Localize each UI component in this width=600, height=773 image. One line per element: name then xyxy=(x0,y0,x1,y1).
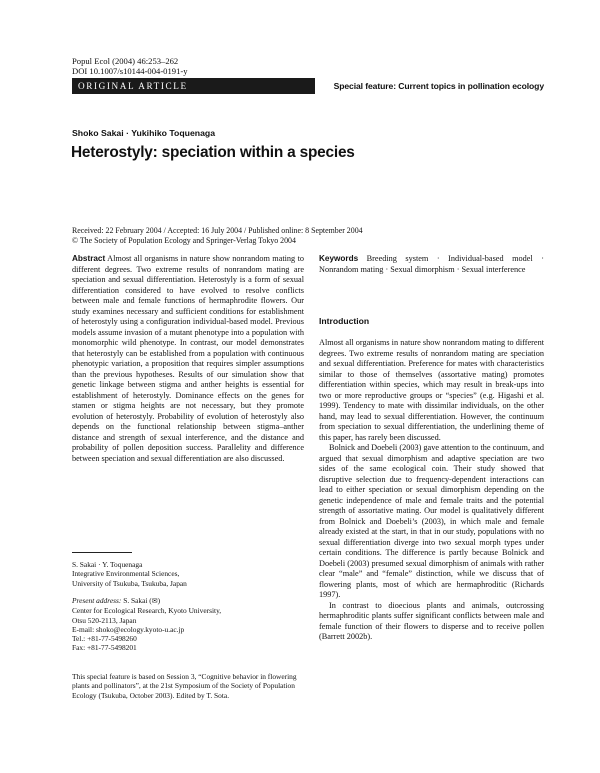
tel-line: Tel.: +81-77-5498260 xyxy=(72,634,137,644)
journal-reference xyxy=(72,56,188,77)
special-feature-label: Special feature: Current topics in pollination ecology xyxy=(333,81,544,91)
introduction-heading: Introduction xyxy=(319,316,370,326)
present-address-label: Present address: xyxy=(72,596,122,605)
keywords-text: Breeding system · Individual-based model · Nonrandom mating · Sexual dimorphism · Sexual interference xyxy=(319,254,545,274)
keywords-label: Keywords xyxy=(319,254,359,263)
fax-line: Fax: +81-77-5498201 xyxy=(72,643,137,653)
abstract-text: Almost all organisms in nature show nonrandom mating to different degrees. Two extreme results of nonrandom mating are speciation and sexual differentiation. Heterostyly is a form of sexual differentiation considered to have evolved to resolve conflicts between male and female functions of hermaphrodite flowers. Our study examines necessary and sufficient conditions for establishment of heterostyly using a configuration individual-based model. Previous models assume invasion of a mutant phenotype into a population with monomorphic wild phenotype. In contrast, our model demonstrates that heterostyly can be established from a population with continuous phenotypic variation, a proposition that requires simpler assumptions than the previous hypotheses. Results of our simulation show that genetic linkage between stigma and anther heights is essential for establishment of heterostyly. Dominance effects on the genes for stamen or stigma heights are not necessary, but they promote evolution of heterostyly. Probability of evolution of heterostyly also depends on the functional relationship between stigma–anther distance and strength of sexual interference, and the distance and probability of pollen deposition success. Parallelity and difference between speciation and sexual differentiation are also discussed. xyxy=(72,254,304,463)
city-line: Otsu 520-2113, Japan xyxy=(72,615,137,625)
received-dates: Received: 22 February 2004 / Accepted: 16 July 2004 / Published online: 8 September 2004 xyxy=(72,226,363,235)
affiliation-univ: University of Tsukuba, Tsukuba, Japan xyxy=(72,578,187,588)
author-list: Shoko Sakai · Yukihiko Toquenaga xyxy=(72,128,216,138)
intro-paragraph-2: Bolnick and Doebeli (2003) gave attention to the continuum, and argued that sexual dimorphism and adaptive speciation are two sides of the same ecological coin. Their study showed that disruptive selection due to frequency-dependent interactions can lead to either speciation or sexual dimorphism depending on the genetic independence of male and female traits and the potential strength of assortative mating. Our model is qualitatively different from Bolnick and Doebeli’s (2003), in which male and female already existed at the start, in that in our study, populations with no sexual differentiation diverge into two sexual morph types under certain conditions. The difference is partly because Bolnick and Doebeli (2003) presumed sexual dimorphism of animals with rather clear “male” and “female” distinction, while we discuss that of flowering plants, most of which are hermaphroditic (Richards 1997). xyxy=(319,443,544,600)
email-line: E-mail: shoko@ecology.kyoto-u.ac.jp xyxy=(72,624,185,634)
present-address-name-end: ) xyxy=(157,596,161,605)
doi: DOI 10.1007/s10144-004-0191-y xyxy=(72,66,188,77)
present-address xyxy=(72,596,304,653)
publication-history xyxy=(72,226,363,246)
present-address-name: S. Sakai ( xyxy=(123,596,152,605)
introduction-body xyxy=(319,338,544,643)
abstract-label: Abstract xyxy=(72,254,106,263)
article-title: Heterostyly: speciation within a species xyxy=(71,144,355,161)
keywords-block xyxy=(319,254,544,275)
author-affiliation xyxy=(72,560,304,588)
article-type-band xyxy=(72,78,544,94)
affiliation-dept: Integrative Environmental Sciences, xyxy=(72,569,180,579)
center-line: Center for Ecological Research, Kyoto University, xyxy=(72,606,222,616)
journal-citation: Popul Ecol (2004) 46:253–262 xyxy=(72,56,179,66)
present-address-line xyxy=(72,596,304,606)
affiliation-authors: S. Sakai · Y. Toquenaga xyxy=(72,560,143,569)
copyright-line: © The Society of Population Ecology and Springer-Verlag Tokyo 2004 xyxy=(72,235,296,245)
footnote-divider xyxy=(72,552,132,553)
article-type-label: ORIGINAL ARTICLE xyxy=(72,78,315,94)
intro-paragraph-1: Almost all organisms in nature show nonrandom mating to different degrees. Two extreme results of nonrandom mating are speciation and sexual differentiation. Preference for mates with characteristics similar to those of themselves (assortative mating) promotes differentiation within species, which may result in break-ups into two or more reproductive groups or “species” (e.g. Higashi et al. 1999). Tendency to mate with dissimilar individuals, on the other hand, may lead to sexual differentiation. However, the continuum from speciation to sexual differentiation, the underlining theme of this paper, has rarely been discussed. xyxy=(319,338,544,442)
special-feature-note: This special feature is based on Session 3, “Cognitive behavior in flowering plants and pollinators”, at the 21st Symposium of the Society of Population Ecology (Tsukuba, October 2003). Edited by T. Sota. xyxy=(72,672,297,700)
intro-paragraph-3: In contrast to dioecious plants and animals, outcrossing hermaphroditic plants suffer significant conflicts between male and female function of their flowers to disperse and to receive pollen (Barrett 2002b). xyxy=(319,600,544,642)
envelope-icon: ✉ xyxy=(151,597,158,605)
abstract-block xyxy=(72,254,304,464)
